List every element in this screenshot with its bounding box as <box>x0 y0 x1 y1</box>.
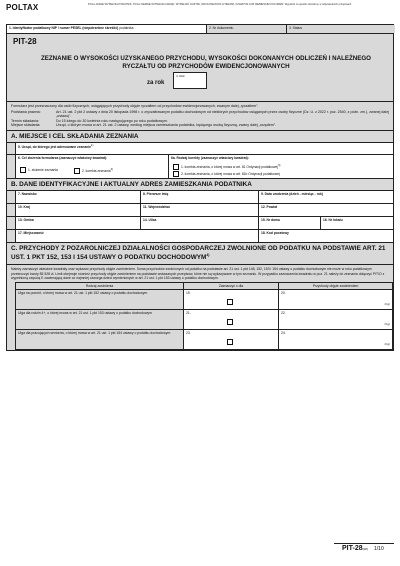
exemption-checkbox-cell[interactable]: 23. <box>184 330 279 350</box>
section-a-purpose-row <box>7 155 393 179</box>
document-number-field: 2. Nr dokumentu <box>207 25 287 33</box>
table-row <box>16 310 393 330</box>
street-field[interactable]: 14. Ulica <box>141 217 259 229</box>
submit-checkbox[interactable] <box>20 167 26 173</box>
table-row <box>16 290 393 310</box>
house-number-field[interactable]: 15. Nr domu <box>259 217 321 229</box>
correction-checkbox[interactable] <box>74 168 80 174</box>
header-row <box>7 25 393 34</box>
correction-81b-checkbox[interactable] <box>173 171 179 177</box>
first-name-field[interactable]: 8. Pierwsze imię <box>141 191 259 203</box>
info-value: Urząd, o którym mowa w art. 21 ust. 2 ustawy, według miejsca zamieszkania podatnika, będącego osobą fizyczną, zwany dalej „urzędem”. <box>56 123 277 127</box>
tax-form <box>6 24 394 351</box>
correction-81-checkbox[interactable] <box>173 164 179 170</box>
footer-form-code: PIT-28(28) <box>342 545 368 552</box>
family-relief-checkbox[interactable] <box>227 319 233 325</box>
section-c-body <box>7 265 393 350</box>
exemption-amount-field[interactable]: 22. zł gr <box>279 310 393 330</box>
exemption-amount-field[interactable]: 24. zł gr <box>279 330 393 350</box>
column-header: Przychody objęte zwolnieniem <box>279 283 393 290</box>
section-b-heading: B. DANE IDENTYFIKACYJNE I AKTUALNY ADRES ZAMIESZKANIA PODATNIKA <box>7 179 393 191</box>
exemption-table <box>15 282 393 350</box>
form-code: PIT-28 <box>13 37 37 46</box>
status-field: 3. Status <box>287 25 395 33</box>
correction-type-field: 6a. Rodzaj korekty (zaznaczyć właściwy kwadrat): 1. korekta zeznania, o której mowa w art. 81 Ordynacji podatkowej$^{3)}$ 2. korekta zeznania, o której mowa w art. 81b Ordynacji podatkowej <box>169 155 393 178</box>
exemption-label: Ulga dla rodzin 4+, o której mowa w art. 21 ust. 1 pkt 153 ustawy o podatku dochodowym <box>16 310 184 330</box>
section-c-instructions: Należy zaznaczyć właściwe kwadraty oraz wykazać przychody objęte zwolnieniem. Suma przychodów zwolnionych od podatku na podstawie art. 21 ust. 1 pkt 148, 152, 153 i 154 ustawy o podatku dochodowym nie może w roku podatkowym przekroczyć kwoty 85 528 zł. Limit obejmuje również przychody objęte zwolnieniem na podstawie wskazanych przepisów, które nie są wykazywane w tym zeznaniu. W przypadku zaznaczenia kwadratu w poz. 21 należy do zeznania dołączyć PIT/O z wypełnioną częścią E zawierającą dane co najmniej czworga dzieci wymienionych w art. 21 ust. 1 pkt 153 ustawy o podatku dochodowym. <box>11 267 385 280</box>
section-b-row1 <box>7 191 393 204</box>
info-value: Art. 21 ust. 2 pkt 2 ustawy z dnia 20 listopada 1998 r. o zryczałtowanym podatku dochodowym od niektórych przychodów osiąganych przez osoby fizyczne (Dz. U. z 2022 r. poz. 2540, z późn. zm.), zwanej dalej „ustawą”. <box>56 109 389 118</box>
year-field[interactable]: 4. Rok <box>173 72 207 89</box>
section-b-row3 <box>7 217 393 230</box>
exemption-checkbox-cell[interactable]: 19. <box>184 290 279 310</box>
table-row <box>16 330 393 350</box>
title-row <box>7 34 393 102</box>
info-key: Miejsce składania: <box>11 123 41 127</box>
top-note: POLA JASNE WYPEŁNIA PODATNIK, POLA CIEMNE WYPEŁNIA URZĄD. WYPEŁNIĆ DUŻYMI, DRUKOWANYMI LITERAMI, CZARNYM LUB NIEBIESKIM KOLOREM. Wypełnić w sposób określony w odpowiednich przepisach. <box>88 3 352 6</box>
commune-field[interactable]: 13. Gmina <box>15 217 141 229</box>
exemption-amount-field[interactable]: 20. zł gr <box>279 290 393 310</box>
correction-option-label: 2. korekta zeznania <box>82 168 111 173</box>
nip-pesel-field[interactable]: 1. Identyfikator podatkowy NIP / numer PESEL (niepotrzebne skreślić) podatnika <box>7 25 207 33</box>
column-header: Zaznaczyć x dla <box>184 283 279 290</box>
surname-field[interactable]: 7. Nazwisko <box>15 191 141 203</box>
postal-code-field[interactable]: 18. Kod pocztowy <box>259 230 393 242</box>
form-title: ZEZNANIE O WYSOKOŚCI UZYSKANEGO PRZYCHODU, WYSOKOŚCI DOKONANYCH ODLICZEŃ I NALEŻNEGO RYCZAŁTU OD PRZYCHODÓW EWIDENCJONOWANYCH <box>40 55 371 70</box>
birth-date-field[interactable]: 9. Data urodzenia (dzień - miesiąc - rok) <box>259 191 393 203</box>
county-field[interactable]: 12. Powiat <box>259 204 393 216</box>
info-intro: Formularz jest przeznaczony dla osób fizycznych, osiągających przychody objęte ryczałtem od przychodów ewidencjonowanych, zwanym dalej „ryczałtem”. <box>11 104 259 108</box>
apartment-number-field[interactable]: 16. Nr lokalu <box>321 217 393 229</box>
section-a-heading: A. MIEJSCE I CEL SKŁADANIA ZEZNANIA <box>7 131 393 143</box>
info-key: Podstawa prawna: <box>11 109 41 114</box>
correction-81b-label: 2. korekta zeznania, o której mowa w art. 81b Ordynacji podatkowej <box>181 171 280 176</box>
office-field[interactable]: 5. Urząd, do którego jest adresowane zeznanie$^{1)}$ <box>15 143 393 154</box>
city-field[interactable]: 17. Miejscowość <box>15 230 259 242</box>
brand-label: POLTAX <box>6 3 39 12</box>
info-value: Do 15 lutego do 30 kwietnia roku następującego po roku podatkowym. <box>56 118 168 123</box>
section-b-row2 <box>7 204 393 217</box>
return-relief-checkbox[interactable] <box>227 299 233 305</box>
section-a-office-row <box>7 143 393 155</box>
exemption-label: Ulga na powrót, o której mowa w art. 21 ust. 1 pkt 152 ustawy o podatku dochodowym <box>16 290 184 310</box>
exemption-checkbox-cell[interactable]: 21. <box>184 310 279 330</box>
country-field[interactable]: 10. Kraj <box>15 204 141 216</box>
section-c-heading: C. PRZYCHODY Z POZAROLNICZEJ DZIAŁALNOŚCI GOSPODARCZEJ ZWOLNIONE OD PODATKU NA PODSTAWIE ART. 21 UST. 1 PKT 152, 153 I 154 USTAWY O PODATKU DOCHODOWYM$^{4)}$ <box>7 243 393 266</box>
purpose-field: 6. Cel złożenia formularza (zaznaczyć właściwy kwadrat): 1. złożenie zeznania 2. korekta zeznania$^{2)}$ <box>15 155 169 178</box>
column-header: Rodzaj zwolnienia <box>16 283 184 290</box>
section-b-row4 <box>7 230 393 243</box>
table-header-row <box>16 283 393 290</box>
exemption-label: Ulga dla pracujących seniorów, o której mowa w art. 21 ust. 1 pkt 154 ustawy o podatku dochodowym <box>16 330 184 350</box>
footer-divider <box>334 543 394 544</box>
za-rok-label: za rok <box>147 80 165 86</box>
page-number: 1/10 <box>374 546 384 552</box>
submit-option-label: 1. złożenie zeznania <box>28 167 58 172</box>
voivodeship-field[interactable]: 11. Województwo <box>141 204 259 216</box>
info-block <box>7 102 393 131</box>
info-key: Termin składania: <box>11 118 39 123</box>
senior-relief-checkbox[interactable] <box>227 339 233 345</box>
correction-81-label: 1. korekta zeznania, o której mowa w art. 81 Ordynacji podatkowej <box>181 164 278 169</box>
